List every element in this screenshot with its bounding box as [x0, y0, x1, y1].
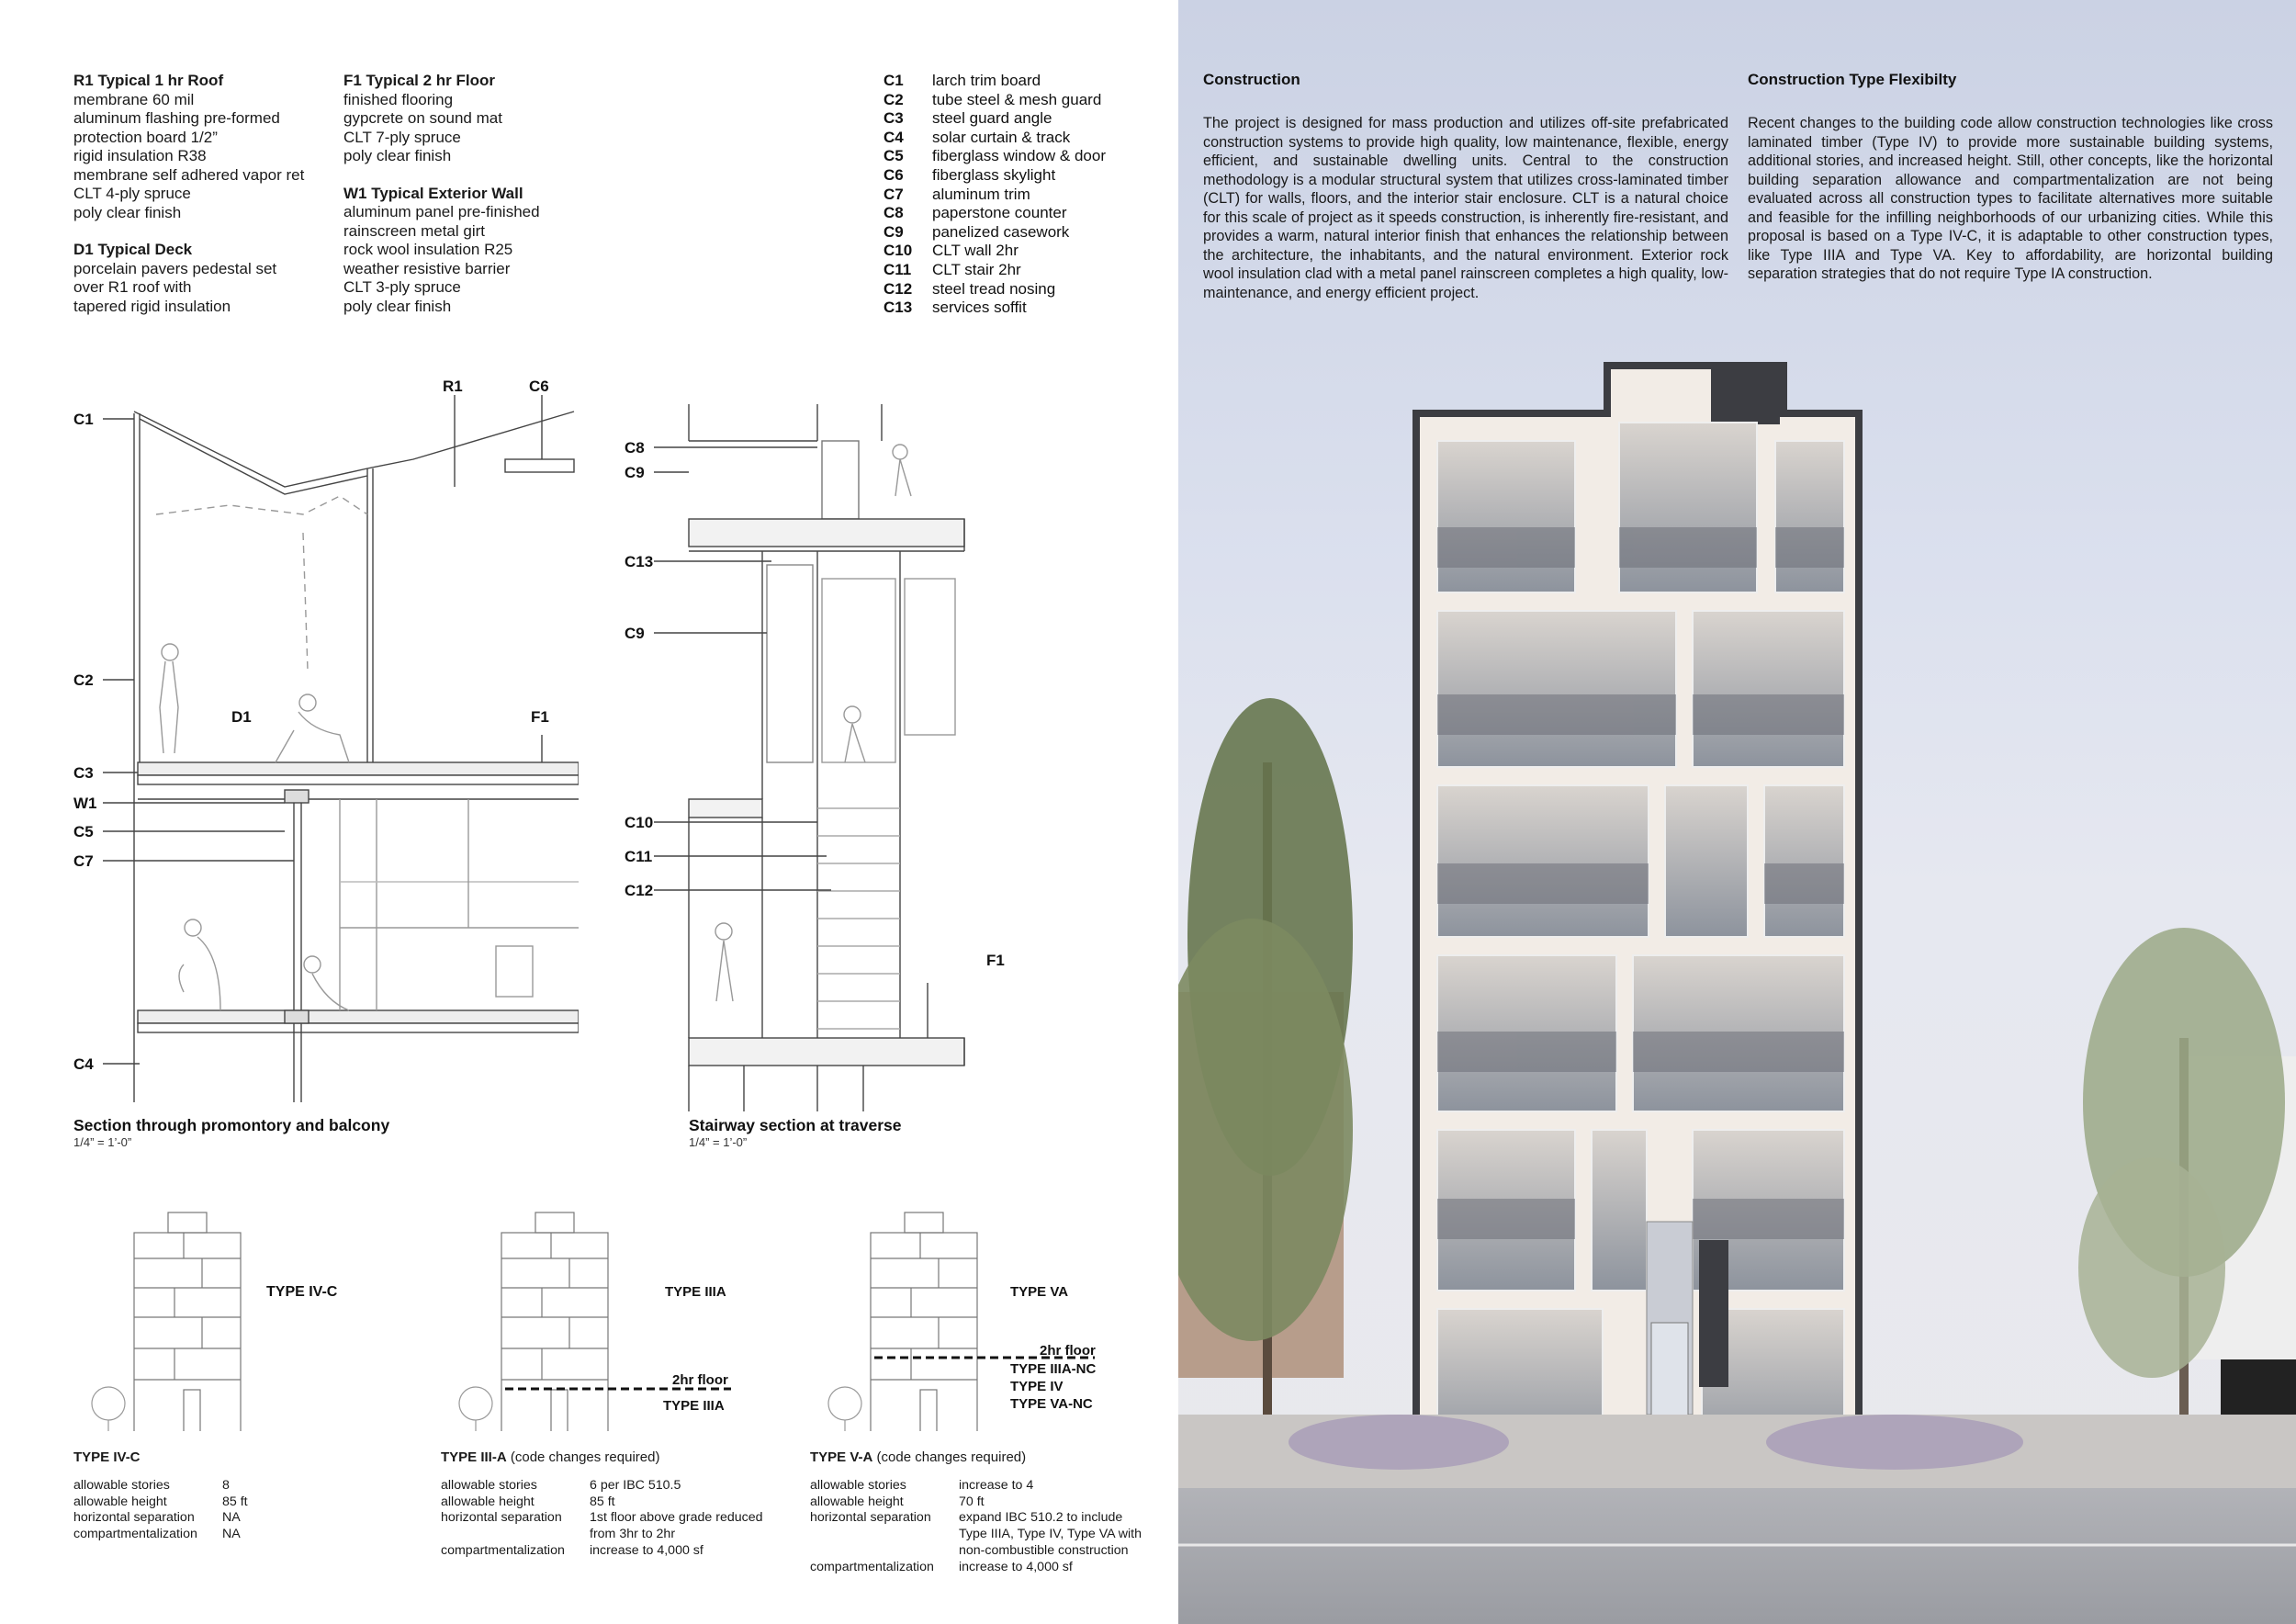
table-key — [441, 1527, 590, 1543]
table-value: non-combustible construction — [959, 1542, 1129, 1558]
table-key: compartmentalization — [441, 1542, 565, 1558]
legend-code: C11 — [884, 260, 912, 278]
legend-text: solar curtain & track — [932, 128, 1071, 146]
table-key: horizontal separation — [73, 1510, 195, 1526]
type-ivc-title — [73, 1449, 424, 1466]
label-c9: C9 — [625, 625, 645, 642]
table-value: increase to 4,000 sf — [590, 1542, 703, 1558]
section-promontory-drawing — [64, 367, 579, 1111]
legend-code: C13 — [884, 299, 913, 317]
legend-code: C12 — [884, 279, 913, 298]
label-c2: C2 — [73, 671, 94, 689]
spec-w1-title: W1 Typical Exterior Wall — [343, 184, 523, 202]
table-row — [441, 1510, 792, 1527]
table-value: expand IBC 510.2 to include — [959, 1510, 1123, 1526]
table-value: 85 ft — [222, 1494, 248, 1509]
legend-row — [884, 147, 1106, 166]
legend-row — [884, 299, 1106, 318]
table-key — [810, 1527, 959, 1543]
table-row — [810, 1527, 1161, 1543]
type-ivc-table — [73, 1449, 424, 1543]
construction-title: Construction — [1203, 71, 1300, 88]
right-panel — [1178, 0, 2296, 1624]
street — [1178, 1488, 2296, 1624]
label-c6: C6 — [529, 378, 549, 395]
legend-row — [884, 109, 1106, 129]
legend-code: C10 — [884, 242, 913, 260]
type-iiia-table — [441, 1449, 792, 1560]
spec-f1-title: F1 Typical 2 hr Floor — [343, 72, 495, 89]
legend-row — [884, 166, 1106, 186]
type-iiia-below-label: TYPE IIIA — [663, 1398, 725, 1414]
legend-code: C2 — [884, 90, 904, 108]
type-iiia-tag: TYPE IIIA — [665, 1284, 726, 1300]
table-row — [441, 1494, 792, 1511]
table-row — [73, 1510, 424, 1527]
flexibility-paragraph: Recent changes to the building code allow construction technologies like cross laminated timber (Type IV) to provide more sustainable building systems, additional stories, and increased height. Still, other concepts, like the horizontal building separation allowance and compartmentalization are not being evaluated across all construction types to facilitate alternatives more suitable and feasible for the infilling neighborhoods of our urbanizing cities. While this proposal is based on a Type IV-C, it is adaptable to other construction types, like Type IIIA and Type VA. Key to affordability, are horizontal building separation strategies that do not require Type IA construction. — [1748, 115, 2273, 282]
type-title-bold: TYPE IV-C — [73, 1449, 141, 1465]
table-key: horizontal separation — [810, 1510, 931, 1526]
type-title-bold: TYPE III-A — [441, 1449, 507, 1465]
table-row — [73, 1478, 424, 1494]
spec-line: membrane self adhered vapor ret — [73, 165, 305, 184]
spec-line: membrane 60 mil — [73, 90, 195, 108]
spec-line: poly clear finish — [343, 297, 452, 315]
type-iv-label: TYPE IV — [1010, 1379, 1064, 1394]
table-key: allowable height — [441, 1494, 535, 1509]
legend-row — [884, 223, 1106, 242]
table-key: allowable height — [810, 1494, 904, 1509]
type-va-tag: TYPE VA — [1010, 1284, 1069, 1300]
table-value: increase to 4 — [959, 1477, 1034, 1493]
spec-line: CLT 4-ply spruce — [73, 185, 191, 202]
legend-row — [884, 72, 1106, 91]
component-legend — [884, 72, 1106, 318]
table-row — [810, 1560, 1161, 1576]
spec-line: aluminum flashing pre-formed — [73, 109, 280, 127]
table-value: from 3hr to 2hr — [590, 1527, 676, 1542]
table-key: horizontal separation — [441, 1510, 562, 1526]
table-value: 6 per IBC 510.5 — [590, 1477, 681, 1493]
label-d1: D1 — [231, 708, 252, 726]
table-row — [441, 1527, 792, 1543]
section-1-caption: Section through promontory and balcony — [73, 1116, 390, 1134]
section-2-scale: 1/4” = 1’-0” — [689, 1135, 748, 1149]
legend-code: C3 — [884, 109, 904, 128]
spec-line: rock wool insulation R25 — [343, 241, 513, 258]
spec-r1-title: R1 Typical 1 hr Roof — [73, 72, 224, 89]
table-row — [73, 1527, 424, 1543]
table-row — [73, 1494, 424, 1511]
type-iiia-title — [441, 1449, 792, 1466]
type-iiia-diagram — [441, 1211, 753, 1431]
label-c1: C1 — [73, 411, 94, 428]
legend-text: steel guard angle — [932, 109, 1052, 128]
label-c4: C4 — [73, 1055, 94, 1073]
spec-line: CLT 7-ply spruce — [343, 128, 461, 146]
table-row — [441, 1543, 792, 1560]
type-title-bold: TYPE V-A — [810, 1449, 873, 1465]
building-facade — [1412, 362, 1863, 1460]
legend-code: C5 — [884, 147, 904, 165]
table-key: allowable height — [73, 1494, 167, 1509]
legend-text: paperstone counter — [932, 204, 1067, 222]
table-value: 70 ft — [959, 1494, 985, 1509]
legend-text: larch trim board — [932, 72, 1041, 89]
legend-text: CLT stair 2hr — [932, 260, 1021, 278]
legend-text: tube steel & mesh guard — [932, 90, 1102, 108]
legend-row — [884, 261, 1106, 280]
label-c11: C11 — [625, 848, 653, 865]
legend-code: C7 — [884, 185, 904, 203]
spec-line: CLT 3-ply spruce — [343, 278, 461, 296]
table-row — [810, 1478, 1161, 1494]
table-value: Type IIIA, Type IV, Type VA with — [959, 1527, 1142, 1542]
two-hr-floor-label: 2hr floor — [672, 1372, 728, 1388]
legend-code: C1 — [884, 72, 904, 89]
legend-row — [884, 242, 1106, 261]
two-hr-floor-label: 2hr floor — [1040, 1343, 1096, 1359]
label-w1: W1 — [73, 795, 97, 812]
legend-text: fiberglass skylight — [932, 165, 1056, 184]
type-va-table — [810, 1449, 1161, 1576]
spec-line: over R1 roof with — [73, 278, 192, 296]
label-c12: C12 — [625, 882, 654, 899]
section-2-caption: Stairway section at traverse — [689, 1116, 902, 1134]
legend-code: C8 — [884, 204, 904, 222]
legend-row — [884, 186, 1106, 205]
table-value: NA — [222, 1527, 241, 1542]
table-value: increase to 4,000 sf — [959, 1559, 1073, 1574]
type-title-note: (code changes required) — [876, 1449, 1027, 1465]
legend-code: C4 — [884, 128, 904, 146]
legend-text: steel tread nosing — [932, 279, 1056, 298]
table-key: allowable stories — [810, 1477, 906, 1493]
table-key: allowable stories — [441, 1477, 537, 1493]
table-row — [810, 1494, 1161, 1511]
label-r1: R1 — [443, 378, 463, 395]
type-ivc-tag: TYPE IV-C — [266, 1284, 338, 1300]
table-key: allowable stories — [73, 1477, 170, 1493]
spec-d1-title: D1 Typical Deck — [73, 241, 193, 258]
section-1-scale: 1/4” = 1’-0” — [73, 1135, 132, 1149]
table-row — [810, 1510, 1161, 1527]
type-va-title — [810, 1449, 1161, 1466]
spec-line: weather resistive barrier — [343, 259, 511, 277]
lavender-bed — [1766, 1415, 2023, 1470]
table-value: 1st floor above grade reduced — [590, 1510, 763, 1526]
legend-text: panelized casework — [932, 222, 1070, 241]
label-c3: C3 — [73, 764, 94, 782]
section-stair-drawing — [625, 404, 1056, 1111]
type-title-note: (code changes required) — [510, 1449, 660, 1465]
spec-column-1 — [73, 72, 304, 316]
spec-column-2 — [343, 72, 540, 316]
type-va-nc-label: TYPE VA-NC — [1010, 1396, 1093, 1412]
legend-row — [884, 129, 1106, 148]
table-value: NA — [222, 1510, 241, 1526]
legend-code: C6 — [884, 165, 904, 184]
label-f1: F1 — [986, 952, 1005, 969]
legend-row — [884, 280, 1106, 299]
table-row — [441, 1478, 792, 1494]
building-rendering — [1178, 349, 2296, 1624]
spec-line: rigid insulation R38 — [73, 147, 207, 164]
table-key: compartmentalization — [810, 1559, 934, 1574]
label-c5: C5 — [73, 823, 94, 840]
label-c8: C8 — [625, 439, 645, 457]
spec-line: protection board 1/2” — [73, 128, 218, 146]
spec-line: aluminum panel pre-finished — [343, 203, 540, 220]
spec-line: poly clear finish — [73, 203, 182, 221]
legend-text: aluminum trim — [932, 185, 1030, 203]
table-value: 85 ft — [590, 1494, 615, 1509]
label-c9: C9 — [625, 464, 645, 481]
type-va-diagram — [810, 1211, 1141, 1431]
label-c7: C7 — [73, 852, 94, 870]
type-iiia-nc-label: TYPE IIIA-NC — [1010, 1361, 1097, 1377]
table-value: 8 — [222, 1477, 230, 1493]
spec-line: poly clear finish — [343, 147, 452, 164]
table-key: compartmentalization — [73, 1527, 197, 1542]
label-c10: C10 — [625, 814, 654, 831]
lavender-bed — [1289, 1415, 1509, 1470]
spec-line: rainscreen metal girt — [343, 221, 486, 240]
construction-paragraph: The project is designed for mass production and utilizes off-site prefabricated construction systems to provide high quality, low maintenance, flexible, energy efficient, and sustainable dwelling units. Central to the construction methodology is a modular structural system that utilizes cross-laminated timber (CLT) for walls, floors, and the interior stair enclosure. CLT is a natural choice for this scale of project as it speeds construction, is inherently fire-resistant, and provides a warm, natural interior finish that enhances the relationship between the architecture, the inhabitants, and the natural environment. Exterior rock wool insulation clad with a metal panel rainscreen completes a high quality, low-maintenance, and energy efficient project. — [1203, 115, 1728, 301]
table-key — [810, 1543, 959, 1560]
legend-text: CLT wall 2hr — [932, 242, 1019, 260]
legend-text: services soffit — [932, 299, 1027, 317]
legend-row — [884, 91, 1106, 110]
legend-code: C9 — [884, 222, 904, 241]
spec-line: gypcrete on sound mat — [343, 109, 502, 127]
flexibility-title: Construction Type Flexibilty — [1748, 71, 1957, 88]
legend-row — [884, 204, 1106, 223]
label-c13: C13 — [625, 553, 654, 570]
spec-line: porcelain pavers pedestal set — [73, 259, 277, 277]
spec-line: finished flooring — [343, 90, 454, 108]
table-row — [810, 1543, 1161, 1560]
type-ivc-diagram — [73, 1211, 377, 1431]
label-f1: F1 — [531, 708, 549, 726]
spec-line: tapered rigid insulation — [73, 297, 231, 315]
legend-text: fiberglass window & door — [932, 147, 1106, 165]
